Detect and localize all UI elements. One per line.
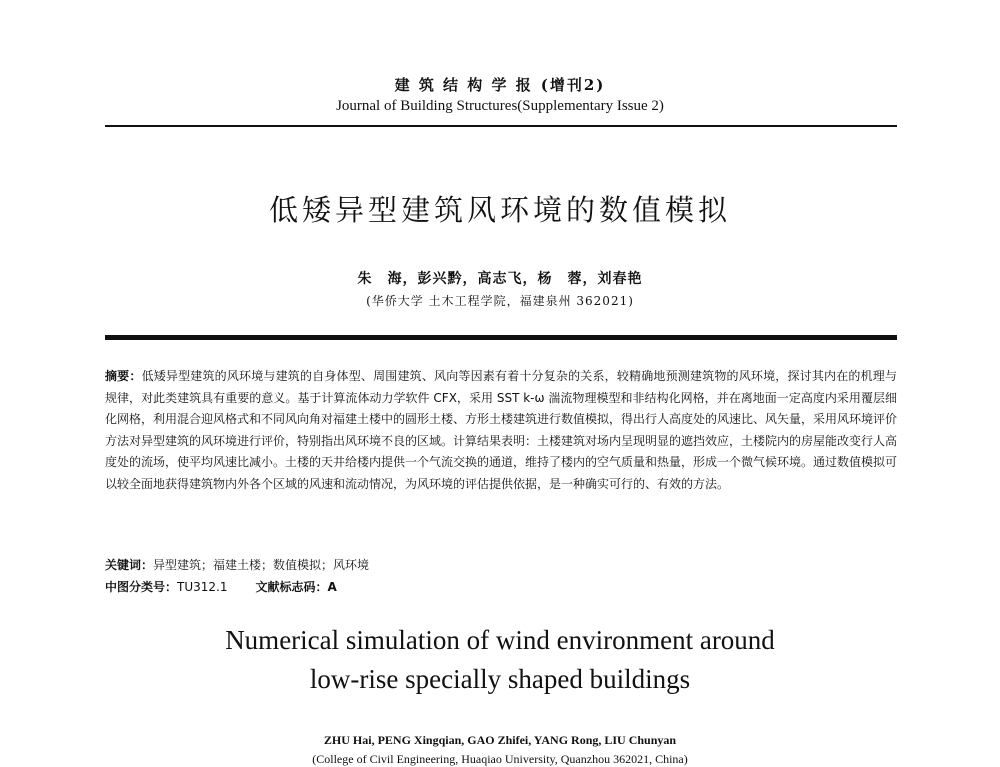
journal-header-en: Journal of Building Structures(Supplementary Issue 2) [336, 98, 664, 114]
authors-en: ZHU Hai, PENG Xingqian, GAO Zhifei, YANG Rong, LIU Chunyan [323, 733, 677, 747]
abstract-cn [105, 366, 897, 495]
doc-code-label: 文献标志码： [255, 580, 328, 594]
header-divider [105, 125, 897, 127]
affiliation-cn: (华侨大学 土木工程学院，福建泉州 362021) [366, 294, 634, 308]
abstract-text: 低矮异型建筑的风环境与建筑的自身体型、周围建筑、风向等因素有着十分复杂的关系，较精确地预测建筑物的风环境，探讨其内在的机理与规律，对此类建筑具有重要的意义。基于计算流体动力学软件 CFX，采用 SST k-ω 湍流物理模型和非结构化网格，并在离地面一定高度内采用覆层细化网格，利用混合迎风格式和不同风向角对福建土楼中的圆形土楼、方形土楼建筑进行数值模拟，得出行人高度处的风速比、风矢量，采用风环境评价方法对异型建筑的风环境进行评价，特别指出风环境不良的区域。计算结果表明：土楼建筑对场内呈现明显的遮挡效应，土楼院内的房屋能改变行人高度处的流场，使平均风速比减小。土楼的天井给楼内提供一个气流交换的通道，维持了楼内的空气质量和热量，形成一个微气候环境。通过数值模拟可以较全面地获得建筑物内外各个区域的风速和流动情况，为风环境的评估提供依据，是一种确实可行的、有效的方法。 [105, 369, 898, 491]
title-divider [105, 335, 897, 340]
paper-title-cn: 低矮异型建筑风环境的数值模拟 [268, 193, 731, 227]
keywords-label: 关键词： [105, 558, 154, 572]
doc-code-value: A [327, 580, 337, 594]
journal-name-cn: 建 筑 结 构 学 报 [394, 76, 533, 94]
paper-title-en [0, 621, 1000, 699]
affiliation-en: (College of Civil Engineering, Huaqiao University, Quanzhou 362021, China) [312, 752, 688, 766]
journal-issue-cn: (增刊2) [540, 76, 606, 94]
journal-header-cn [0, 74, 1000, 95]
classification-line [105, 578, 337, 595]
clc-label: 中图分类号： [105, 580, 178, 594]
title-en-line1: Numerical simulation of wind environment around [225, 625, 775, 655]
keywords-line [105, 556, 369, 573]
title-en-line2: low-rise specially shaped buildings [309, 664, 691, 694]
clc-value: TU312.1 [177, 580, 228, 594]
abstract-label: 摘要： [105, 369, 142, 383]
authors-cn: 朱 海，彭兴黔，高志飞，杨 蓉，刘春艳 [357, 271, 643, 287]
keywords-text: 异型建筑；福建土楼；数值模拟；风环境 [153, 558, 370, 572]
